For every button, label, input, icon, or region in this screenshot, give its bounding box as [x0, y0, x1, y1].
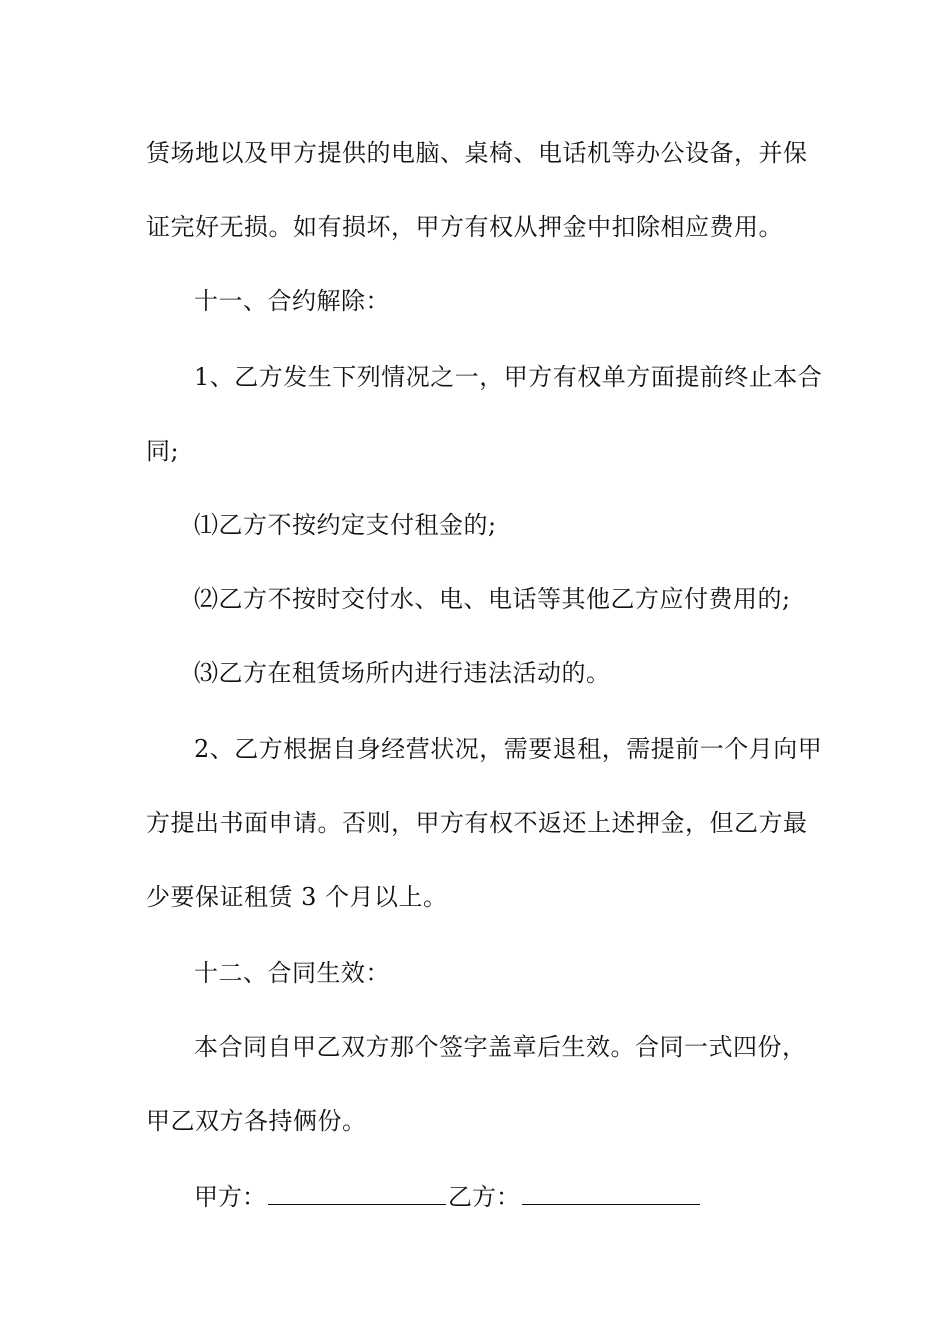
- paragraph-line: 同;: [146, 437, 180, 465]
- list-item: ⑴乙方不按约定支付租金的;: [194, 511, 497, 539]
- party-b-label: 乙方：: [448, 1183, 520, 1211]
- section-heading: 十二、合同生效：: [194, 959, 390, 987]
- party-b-signature-blank: [522, 1180, 700, 1205]
- paragraph-line: 1、乙方发生下列情况之一，甲方有权单方面提前终止本合: [194, 363, 823, 391]
- signature-row: [194, 1180, 702, 1214]
- paragraph-line: 赁场地以及甲方提供的电脑、桌椅、电话机等办公设备，并保: [146, 139, 808, 167]
- section-heading: 十一、合约解除：: [194, 287, 390, 315]
- paragraph-line: 证完好无损。如有损坏，甲方有权从押金中扣除相应费用。: [146, 213, 783, 241]
- list-item: ⑵乙方不按时交付水、电、电话等其他乙方应付费用的;: [194, 585, 791, 613]
- party-a-signature-blank: [268, 1180, 446, 1205]
- party-a-label: 甲方：: [194, 1183, 266, 1211]
- paragraph-line: 2、乙方根据自身经营状况，需要退租，需提前一个月向甲: [194, 735, 823, 763]
- paragraph-line: 少要保证租赁 3 个月以上。: [146, 883, 448, 911]
- paragraph-line: 方提出书面申请。否则，甲方有权不返还上述押金，但乙方最: [146, 809, 808, 837]
- paragraph-line: 甲乙双方各持俩份。: [146, 1107, 367, 1135]
- paragraph-line: 本合同自甲乙双方那个签字盖章后生效。合同一式四份，: [194, 1033, 807, 1061]
- list-item: ⑶乙方在租赁场所内进行违法活动的。: [194, 659, 611, 687]
